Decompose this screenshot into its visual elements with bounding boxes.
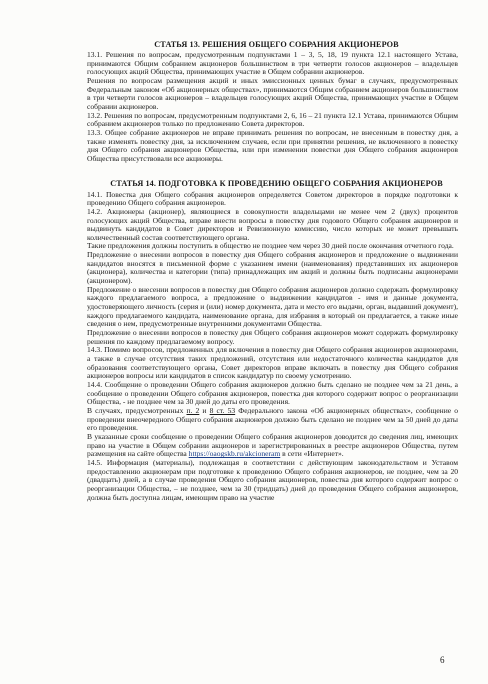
section-14-title: СТАТЬЯ 14. ПОДГОТОВКА К ПРОВЕДЕНИЮ ОБЩЕГО СОБРАНИЯ АКЦИОНЕРОВ [110,178,443,188]
paragraph-14-5: 14.5. Информация (материалы), подлежащая в соответствии с действующим законодательством и Уставом предоставлению акционерам при подготовке к проведению Общего собрания акционеров, не позднее, чем за 20 (двадцать) дней, а в случае проведения Общего собрания акционеров, повестка дня которого содержит вопрос о реорганизации Общества, – не позднее, чем за 30 (тридцать) дней до проведения Общего собрания акционеров, должна быть доступна лицам, имеющим право на участие [87,457,458,502]
paragraph-14-1: 14.1. Повестка дня Общего собрания акционеров определяется Советом директоров в порядке подготовки к проведению Общего собрания акционеров. [87,189,458,208]
website-link[interactable]: https://oaogskb.ru/akcioneram [188,449,281,459]
section-13-body [87,51,458,164]
paragraph-14-4-cases [87,407,458,433]
page-number: 6 [440,655,445,665]
website-text-after: в сети «Интернет». [280,449,344,459]
cases-text-after: Федерального закона «Об акционерных обществах», сообщение о проведении внеочередного Общего собрания акционеров должно быть сделано не позднее чем за 50 дней до даты его проведения. [87,405,459,433]
law-reference-article-53: 8 ст. 53 [209,405,236,415]
paragraph-13-1: 13.1. Решения по вопросам, предусмотренным подпунктами 1 – 3, 5, 18, 19 пункта 12.1 настоящего Устава, принимаются Общим собранием акционеров большинством в три четверти голосов акционеров – владельцев голосующих акций Общества, принимающих участие в Общем собрании акционеров. [87,50,458,77]
paragraph-14-2-deadline: Такие предложения должны поступить в общество не позднее чем через 30 дней после окончания отчетного года. [87,241,454,251]
cases-text-before: В случаях, предусмотренных [87,405,187,415]
paragraph-14-4-website [87,433,458,459]
section-14-body [87,191,458,503]
paragraph-13-2: 13.2. Решения по вопросам, предусмотренным подпунктами 2, 6, 16 – 21 пункта 12.1 Устава, принимаются Общим собранием акционеров только по предложению Совета директоров. [87,110,458,129]
paragraph-14-2-content: Предложение о внесении вопросов в повестку дня Общего собрания акционеров должно содержать формулировку каждого предлагаемого вопроса, а предложение о выдвижении кандидатов - имя и данные документа, удостоверяющего личность (серия и (или) номер документа, дата и место его выдачи, орган, выдавший документ), каждого предлагаемого кандидата, наименование органа, для избрания в который он предлагается, а также иные сведения о нем, предусмотренные внутренними документами Общества. [87,284,458,329]
section-13-title: СТАТЬЯ 13. РЕШЕНИЯ ОБЩЕГО СОБРАНИЯ АКЦИОНЕРОВ [154,40,399,49]
cases-text-mid: и [199,405,210,415]
paragraph-13-1-placement: Решения по вопросам размещения акций и иных эмиссионных ценных бумаг в случаях, предусмотренных Федеральным законом «Об акционерных обществах», принимаются Общим собранием акционеров большинством в три четверти голосов акционеров – владельцев голосующих акций Общества, принимающих участие в Общем собрании акционеров. [87,75,458,111]
paragraph-13-3: 13.3. Общее собрание акционеров не вправе принимать решения по вопросам, не внесенным в повестку дня, а также изменять повестку дня, за исключением случаев, если при принятии решения, не включенного в повестку дня Общего собрания акционеров Общества, или при изменении повестки дня Общего собрания акционеров Общества присутствовали все акционеры. [87,127,458,163]
paragraph-14-2-form: Предложение о внесении вопросов в повестку дня Общего собрания акционеров и предложение о выдвижении кандидатов вносятся в письменной форме с указанием имени (наименования) представивших их акционеров (акционера), количества и категории (типа) принадлежащих им акций и должны быть подписаны акционерами (акционером). [87,250,458,286]
website-text-before: В указанные сроки сообщение о проведении Общего собрания акционеров доводится до сведения лиц, имеющих право на участие в Общем собрании акционеров и зарегистрированных в реестре акционеров Общества, путем размещения на сайте общества [87,431,458,459]
paragraph-14-2-wording: Предложение о внесении вопросов в повестку дня Общего собрания акционеров может содержать формулировку решения по каждому предлагаемому вопросу. [87,328,458,346]
paragraph-14-2: 14.2. Акционеры (акционер), являющиеся в совокупности владельцами не менее чем 2 (двух) процентов голосующих акций Общества, вправе внести вопросы в повестку дня годового Общего собрания акционеров и выдвинуть кандидатов в Совет директоров и Ревизионную комиссию, число которых не может превышать количественный состав соответствующего органа. [87,206,458,242]
paragraph-14-4: 14.4. Сообщение о проведении Общего собрания акционеров должно быть сделано не позднее чем за 21 день, а сообщение о проведении Общего собрания акционеров, повестка дня которого содержит вопрос о реорганизации Общества, - не позднее чем за 30 дней до даты его проведения. [87,379,458,407]
law-reference-item-2: п. 2 [186,405,200,415]
paragraph-14-3: 14.3. Помимо вопросов, предложенных для включения в повестку дня Общего собрания акционеров акционерами, а также в случае отсутствия таких предложений, отсутствия или недостаточного количества кандидатов для образования соответствующего органа, Совет директоров вправе включать в повестку дня Общего собрания акционеров вопросы или кандидатов в список кандидатур по своему усмотрению. [87,345,458,381]
